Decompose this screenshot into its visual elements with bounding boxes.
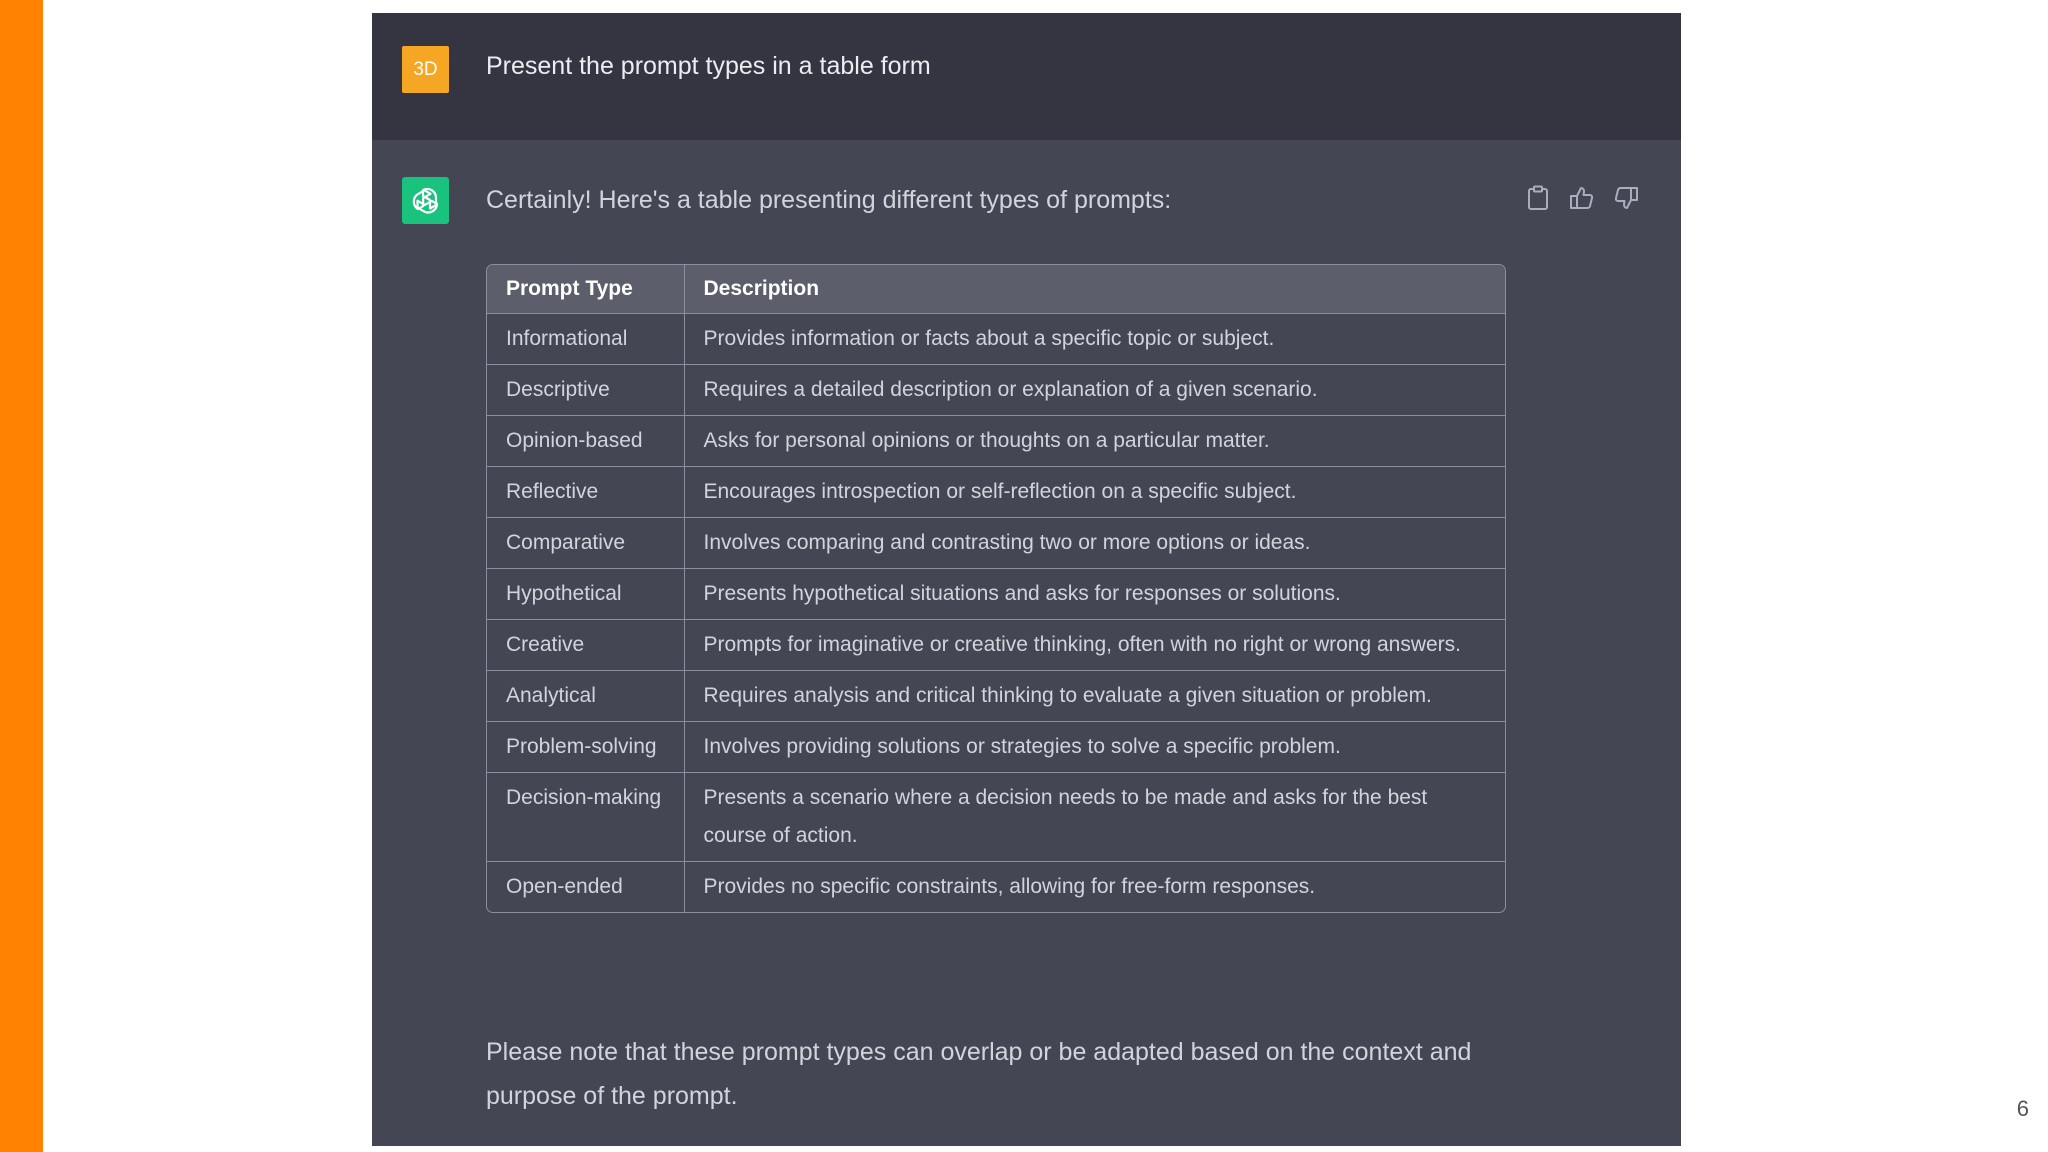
description-cell: Asks for personal opinions or thoughts on a particular matter.	[684, 416, 1505, 467]
table-row	[487, 518, 1505, 569]
prompt-type-cell: Open-ended	[487, 862, 684, 913]
table-row	[487, 467, 1505, 518]
table-row	[487, 862, 1505, 913]
prompt-type-cell: Reflective	[487, 467, 684, 518]
table-row	[487, 416, 1505, 467]
header-description: Description	[684, 265, 1505, 314]
slide-number: 6	[2016, 1096, 2029, 1121]
user-message-text: Present the prompt types in a table form	[486, 52, 931, 80]
description-cell: Presents hypothetical situations and asks for responses or solutions.	[684, 569, 1505, 620]
prompt-type-cell: Decision-making	[487, 773, 684, 862]
table-header-row	[487, 265, 1505, 314]
prompt-type-cell: Problem-solving	[487, 722, 684, 773]
prompt-type-cell: Analytical	[487, 671, 684, 722]
table-row	[487, 722, 1505, 773]
description-cell: Encourages introspection or self-reflection on a specific subject.	[684, 467, 1505, 518]
assistant-intro-text: Certainly! Here's a table presenting different types of prompts:	[486, 186, 1172, 214]
prompt-types-table	[486, 264, 1506, 913]
openai-logo-icon	[402, 177, 449, 224]
description-cell: Requires analysis and critical thinking to evaluate a given situation or problem.	[684, 671, 1505, 722]
thumbs-up-icon[interactable]	[1567, 183, 1597, 213]
table-row	[487, 569, 1505, 620]
prompt-type-cell: Descriptive	[487, 365, 684, 416]
description-cell: Involves providing solutions or strategies to solve a specific problem.	[684, 722, 1505, 773]
description-cell: Provides information or facts about a specific topic or subject.	[684, 314, 1505, 365]
description-cell: Involves comparing and contrasting two or more options or ideas.	[684, 518, 1505, 569]
description-cell: Prompts for imaginative or creative thinking, often with no right or wrong answers.	[684, 620, 1505, 671]
table-row	[487, 773, 1505, 862]
user-message-row	[372, 13, 1681, 140]
header-prompt-type: Prompt Type	[487, 265, 684, 314]
prompt-type-cell: Creative	[487, 620, 684, 671]
prompt-type-cell: Informational	[487, 314, 684, 365]
message-actions	[1523, 183, 1641, 213]
prompt-type-cell: Hypothetical	[487, 569, 684, 620]
description-cell: Requires a detailed description or explanation of a given scenario.	[684, 365, 1505, 416]
accent-bar	[0, 0, 43, 1152]
chat-thread	[372, 13, 1681, 1146]
clipboard-icon[interactable]	[1523, 183, 1553, 213]
description-cell: Provides no specific constraints, allowing for free-form responses.	[703, 875, 1316, 898]
user-avatar: 3D	[402, 46, 449, 93]
prompt-type-cell: Comparative	[487, 518, 684, 569]
table-row	[487, 314, 1505, 365]
thumbs-down-icon[interactable]	[1611, 183, 1641, 213]
prompt-type-cell: Opinion-based	[487, 416, 684, 467]
description-cell: Presents a scenario where a decision needs to be made and asks for the best course of action.	[684, 773, 1505, 862]
table-row	[487, 365, 1505, 416]
assistant-closing-note: Please note that these prompt types can overlap or be adapted based on the context and purpose of the prompt.	[486, 1038, 1472, 1110]
table-row	[487, 620, 1505, 671]
table-row	[487, 671, 1505, 722]
